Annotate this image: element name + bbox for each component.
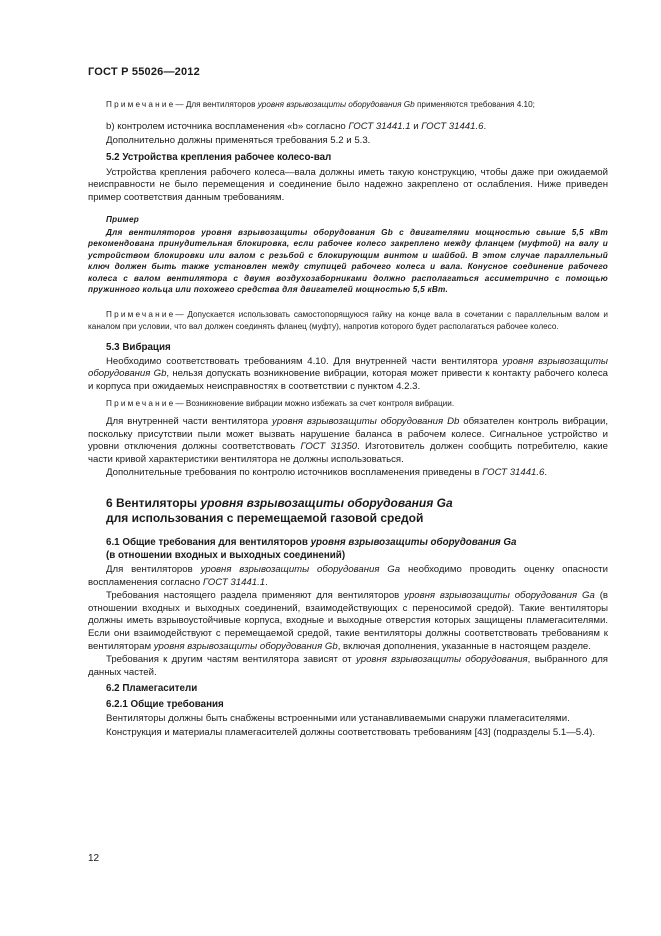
note-label: Примечание xyxy=(106,310,176,320)
example-text: Для вентиляторов уровня взрывозащиты оборудования Gb с двигателями мощностью свыше 5,5 кВт рекомендована принудительная блокировка, если рабочее колесо закреплено между фланцем (муфтой) на валу и устройством блокировки или валом с резьбой с блокирующим винтом и шайбой. В этом случае параллельный ключ должен быть также установлен между ступицей рабочего колеса и вала. Конусное соединение рабочего колеса с валом вентилятора с двумя воздухозаборниками должно располагаться ассиметрично с помощью пружинного кольца или похожего средства для двигателей мощностью 5,5 кВт. xyxy=(88,227,608,294)
section-6-2-1-para-1: Вентиляторы должны быть снабжены встроенными или устанавливаемыми снаружи пламегасителями. xyxy=(106,713,570,725)
example-label: Пример xyxy=(106,214,140,224)
note-nut: Примечание— Допускается использовать самостопорящуюся гайку на конце вала в сочетании с параллельным валом и каналом при условии, что вал должен соединять фланец (муфту), напротив которого будет располагаться рабочее колесо. xyxy=(88,310,608,331)
paragraph-additional: Дополнительные требования по контролю источников воспламенения приведены в ГОСТ 31441.6. xyxy=(106,467,548,479)
paragraph-extra: Дополнительно должны применяться требования 5.2 и 5.3. xyxy=(106,135,371,147)
section-6-1-para-3: Требования к другим частям вентилятора зависят от уровня взрывозащиты оборудования, выбранного для данных частей. xyxy=(88,654,608,678)
list-item-b: b) контролем источника воспламенения «b» согласно ГОСТ 31441.1 и ГОСТ 31441.6. xyxy=(106,120,487,132)
page-content xyxy=(88,94,608,739)
note-label: Примечание xyxy=(106,100,176,109)
section-5-2-body: Устройства крепления рабочего колеса—вала должны иметь такую конструкцию, чтобы даже при ожидаемой неисправности не было перемещения и соединение было надежно закреплено от ослабления. Ниже приведен пример соответствия данным требованиям. xyxy=(88,166,608,203)
note-label: Примечание xyxy=(106,399,176,409)
section-5-3-title: 5.3 Вибрация xyxy=(106,341,171,353)
section-6-2-1-title: 6.2.1 Общие требования xyxy=(106,699,224,711)
section-6-2-title: 6.2 Пламегасители xyxy=(106,683,198,695)
section-6-title: 6 Вентиляторы уровня взрывозащиты оборудования Ga для использования с перемещаемой газовой средой xyxy=(106,495,453,526)
section-6-1-para-2: Требования настоящего раздела применяют для вентиляторов уровня взрывозащиты оборудования Ga (в отношении входных и выходных соединений, взаимодействующих с переносимой средой). Такие вентиляторы должны иметь взрывоустойчивые корпуса, входные и выходные отверстия которых защищены пламегасителями. Если они взаимодействуют с перемещаемой средой, такие вентиляторы должны соответствовать требованиям к вентиляторам уровня взрывозащиты оборудования Gb, включая дополнения, указанные в настоящем разделе. xyxy=(88,590,608,652)
section-6-1-title: 6.1 Общие требования для вентиляторов уровня взрывозащиты оборудования Ga (в отношении входных и выходных соединений) xyxy=(106,536,517,561)
section-5-3-body: Необходимо соответствовать требованиям 4.10. Для внутренней части вентилятора уровня взрывозащиты оборудования Gb, нельзя допускать возникновение вибрации, которая может привести к контакту рабочего колеса и корпуса при ожидаемых неисправностях в соответствии с пунктом 4.2.3. xyxy=(88,355,608,392)
page-number: 12 xyxy=(88,853,100,864)
note-vibration: Примечание— Возникновение вибрации можно избежать за счет контроля вибрации. xyxy=(106,399,455,409)
section-6-1-para-1: Для вентиляторов уровня взрывозащиты оборудования Ga необходимо проводить оценку опасности воспламенения согласно ГОСТ 31441.1. xyxy=(88,563,608,588)
document-code: ГОСТ Р 55026—2012 xyxy=(88,66,200,78)
section-5-2-title: 5.2 Устройства крепления рабочее колесо-вал xyxy=(106,151,332,163)
paragraph-db: Для внутренней части вентилятора уровня взрывозащиты оборудования Db обязателен контроль вибрации, поскольку присутствии пыли может вызвать нарушение баланса в рабочем колесе. Сигнальное устройство и уровни отключения должны соответствовать ГОСТ 31350. Изготовитель должен сообщить потребителю, какие части кривой характеристики вентилятора не должны использоваться. xyxy=(88,415,609,465)
section-6-2-1-para-2: Конструкция и материалы пламегасителей должны соответствовать требованиям [43] (подразделы 5.1—5.4). xyxy=(106,726,595,738)
note-gb: Примечание— Для вентиляторов уровня взрывозащиты оборудования Gb применяются требования 4.10; xyxy=(106,100,535,109)
